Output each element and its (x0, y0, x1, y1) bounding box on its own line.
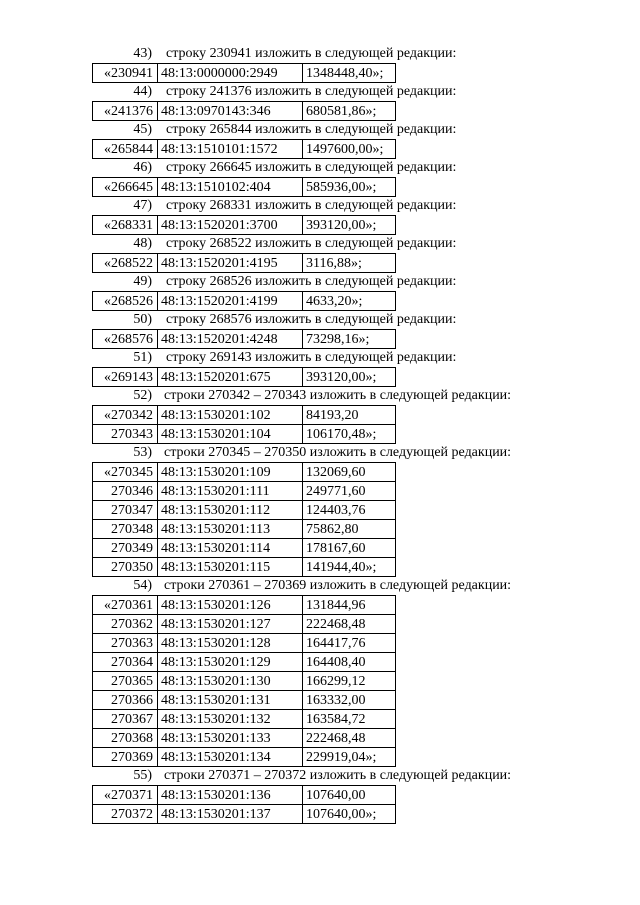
value-cell: 141944,40»; (303, 558, 396, 577)
table-row (93, 520, 396, 539)
value-cell: 164417,76 (303, 634, 396, 653)
table-row (93, 216, 396, 235)
amendment-section (92, 197, 562, 235)
amendment-section (92, 349, 562, 387)
amendment-heading (92, 767, 562, 785)
value-cell: 163584,72 (303, 710, 396, 729)
value-cell: 229919,04»; (303, 748, 396, 767)
table-row (93, 615, 396, 634)
instruction-text: строку 268526 изложить в следующей редакции: (166, 274, 457, 289)
row-number-cell: «270361 (93, 596, 158, 615)
row-number-cell: 270347 (93, 501, 158, 520)
cadastral-number-cell: 48:13:1530201:112 (158, 501, 303, 520)
amendment-section (92, 121, 562, 159)
item-number: 47) (133, 198, 152, 213)
table-row (93, 501, 396, 520)
instruction-text: строку 269143 изложить в следующей редакции: (166, 350, 457, 365)
item-number: 45) (133, 122, 152, 137)
cadastral-number-cell: 48:13:1530201:131 (158, 691, 303, 710)
amendment-heading (92, 197, 562, 215)
cadastral-number-cell: 48:13:1520201:4248 (158, 330, 303, 349)
value-cell: 3116,88»; (303, 254, 396, 273)
amendment-heading (92, 45, 562, 63)
row-number-cell: 270362 (93, 615, 158, 634)
cadastral-number-cell: 48:13:1530201:128 (158, 634, 303, 653)
amendment-heading (92, 121, 562, 139)
item-number: 53) (133, 445, 152, 460)
row-number-cell: «268526 (93, 292, 158, 311)
item-number: 55) (133, 768, 152, 783)
table-row (93, 634, 396, 653)
amendment-table (92, 291, 396, 311)
row-number-cell: «269143 (93, 368, 158, 387)
amendment-heading (92, 235, 562, 253)
value-cell: 249771,60 (303, 482, 396, 501)
row-number-cell: «270371 (93, 786, 158, 805)
amendment-section (92, 235, 562, 273)
instruction-text: строки 270361 – 270369 изложить в следующей редакции: (164, 578, 512, 593)
row-number-cell: «230941 (93, 64, 158, 83)
value-cell: 75862,80 (303, 520, 396, 539)
value-cell: 680581,86»; (303, 102, 396, 121)
cadastral-number-cell: 48:13:1510101:1572 (158, 140, 303, 159)
amendment-section (92, 45, 562, 83)
table-row (93, 463, 396, 482)
value-cell: 1348448,40»; (303, 64, 396, 83)
row-number-cell: 270368 (93, 729, 158, 748)
cadastral-number-cell: 48:13:0000000:2949 (158, 64, 303, 83)
row-number-cell: 270363 (93, 634, 158, 653)
instruction-text: строки 270345 – 270350 изложить в следующей редакции: (164, 445, 512, 460)
row-number-cell: 270343 (93, 425, 158, 444)
amendment-table (92, 139, 396, 159)
cadastral-number-cell: 48:13:1530201:102 (158, 406, 303, 425)
value-cell: 585936,00»; (303, 178, 396, 197)
item-number: 48) (133, 236, 152, 251)
row-number-cell: 270372 (93, 805, 158, 824)
cadastral-number-cell: 48:13:1530201:113 (158, 520, 303, 539)
item-number: 54) (133, 578, 152, 593)
cadastral-number-cell: 48:13:1530201:126 (158, 596, 303, 615)
instruction-text: строку 241376 изложить в следующей редакции: (166, 84, 457, 99)
row-number-cell: 270364 (93, 653, 158, 672)
amendment-heading (92, 444, 562, 462)
item-number: 51) (133, 350, 152, 365)
amendment-heading (92, 273, 562, 291)
table-row (93, 596, 396, 615)
table-row (93, 653, 396, 672)
row-number-cell: 270366 (93, 691, 158, 710)
value-cell: 393120,00»; (303, 368, 396, 387)
row-number-cell: 270367 (93, 710, 158, 729)
amendment-section (92, 767, 562, 824)
value-cell: 107640,00»; (303, 805, 396, 824)
value-cell: 124403,76 (303, 501, 396, 520)
amendment-heading (92, 311, 562, 329)
instruction-text: строку 265844 изложить в следующей редакции: (166, 122, 457, 137)
item-number: 46) (133, 160, 152, 175)
instruction-text: строку 268522 изложить в следующей редакции: (166, 236, 457, 251)
table-row (93, 729, 396, 748)
table-row (93, 482, 396, 501)
row-number-cell: «270342 (93, 406, 158, 425)
row-number-cell: 270350 (93, 558, 158, 577)
table-row (93, 368, 396, 387)
instruction-text: строку 268331 изложить в следующей редакции: (166, 198, 457, 213)
table-row (93, 254, 396, 273)
item-number: 50) (133, 312, 152, 327)
row-number-cell: «266645 (93, 178, 158, 197)
amendment-table (92, 329, 396, 349)
row-number-cell: «241376 (93, 102, 158, 121)
row-number-cell: «268331 (93, 216, 158, 235)
cadastral-number-cell: 48:13:1530201:114 (158, 539, 303, 558)
row-number-cell: «270345 (93, 463, 158, 482)
value-cell: 107640,00 (303, 786, 396, 805)
amendment-table (92, 462, 396, 577)
table-row (93, 64, 396, 83)
cadastral-number-cell: 48:13:1520201:4199 (158, 292, 303, 311)
cadastral-number-cell: 48:13:1530201:127 (158, 615, 303, 634)
row-number-cell: 270348 (93, 520, 158, 539)
amendment-section (92, 577, 562, 767)
row-number-cell: 270346 (93, 482, 158, 501)
value-cell: 132069,60 (303, 463, 396, 482)
table-row (93, 140, 396, 159)
amendment-section (92, 444, 562, 577)
cadastral-number-cell: 48:13:1530201:132 (158, 710, 303, 729)
cadastral-number-cell: 48:13:1510102:404 (158, 178, 303, 197)
value-cell: 178167,60 (303, 539, 396, 558)
instruction-text: строку 266645 изложить в следующей редакции: (166, 160, 457, 175)
table-row (93, 292, 396, 311)
cadastral-number-cell: 48:13:1530201:134 (158, 748, 303, 767)
table-row (93, 178, 396, 197)
amendment-section (92, 159, 562, 197)
cadastral-number-cell: 48:13:1530201:109 (158, 463, 303, 482)
table-row (93, 786, 396, 805)
row-number-cell: 270349 (93, 539, 158, 558)
cadastral-number-cell: 48:13:1530201:111 (158, 482, 303, 501)
table-row (93, 691, 396, 710)
value-cell: 164408,40 (303, 653, 396, 672)
row-number-cell: 270365 (93, 672, 158, 691)
amendment-section (92, 83, 562, 121)
item-number: 43) (133, 46, 152, 61)
value-cell: 222468,48 (303, 615, 396, 634)
cadastral-number-cell: 48:13:1530201:130 (158, 672, 303, 691)
cadastral-number-cell: 48:13:1520201:675 (158, 368, 303, 387)
cadastral-number-cell: 48:13:1530201:136 (158, 786, 303, 805)
row-number-cell: «268576 (93, 330, 158, 349)
value-cell: 131844,96 (303, 596, 396, 615)
table-row (93, 425, 396, 444)
value-cell: 166299,12 (303, 672, 396, 691)
cadastral-number-cell: 48:13:1520201:4195 (158, 254, 303, 273)
amendment-heading (92, 159, 562, 177)
cadastral-number-cell: 48:13:0970143:346 (158, 102, 303, 121)
table-row (93, 102, 396, 121)
value-cell: 393120,00»; (303, 216, 396, 235)
instruction-text: строку 230941 изложить в следующей редакции: (166, 46, 457, 61)
value-cell: 163332,00 (303, 691, 396, 710)
value-cell: 222468,48 (303, 729, 396, 748)
cadastral-number-cell: 48:13:1530201:129 (158, 653, 303, 672)
table-row (93, 558, 396, 577)
cadastral-number-cell: 48:13:1530201:137 (158, 805, 303, 824)
table-row (93, 805, 396, 824)
instruction-text: строки 270342 – 270343 изложить в следующей редакции: (164, 388, 512, 403)
value-cell: 73298,16»; (303, 330, 396, 349)
amendment-table (92, 101, 396, 121)
row-number-cell: «265844 (93, 140, 158, 159)
amendment-section (92, 387, 562, 444)
amendment-table (92, 405, 396, 444)
cadastral-number-cell: 48:13:1530201:104 (158, 425, 303, 444)
table-row (93, 710, 396, 729)
amendment-heading (92, 577, 562, 595)
value-cell: 84193,20 (303, 406, 396, 425)
item-number: 44) (133, 84, 152, 99)
amendment-table (92, 253, 396, 273)
table-row (93, 406, 396, 425)
amendment-table (92, 785, 396, 824)
item-number: 49) (133, 274, 152, 289)
amendment-table (92, 367, 396, 387)
value-cell: 1497600,00»; (303, 140, 396, 159)
table-row (93, 672, 396, 691)
value-cell: 106170,48»; (303, 425, 396, 444)
amendment-table (92, 177, 396, 197)
table-row (93, 748, 396, 767)
cadastral-number-cell: 48:13:1530201:133 (158, 729, 303, 748)
table-row (93, 539, 396, 558)
amendment-table (92, 63, 396, 83)
amendment-heading (92, 387, 562, 405)
row-number-cell: «268522 (93, 254, 158, 273)
amendment-section (92, 311, 562, 349)
amendment-table (92, 215, 396, 235)
item-number: 52) (133, 388, 152, 403)
value-cell: 4633,20»; (303, 292, 396, 311)
amendment-section (92, 273, 562, 311)
instruction-text: строку 268576 изложить в следующей редакции: (166, 312, 457, 327)
row-number-cell: 270369 (93, 748, 158, 767)
amendment-heading (92, 83, 562, 101)
table-row (93, 330, 396, 349)
cadastral-number-cell: 48:13:1520201:3700 (158, 216, 303, 235)
amendment-table (92, 595, 396, 767)
cadastral-number-cell: 48:13:1530201:115 (158, 558, 303, 577)
amendment-heading (92, 349, 562, 367)
document-body (92, 45, 562, 824)
instruction-text: строки 270371 – 270372 изложить в следующей редакции: (164, 768, 512, 783)
